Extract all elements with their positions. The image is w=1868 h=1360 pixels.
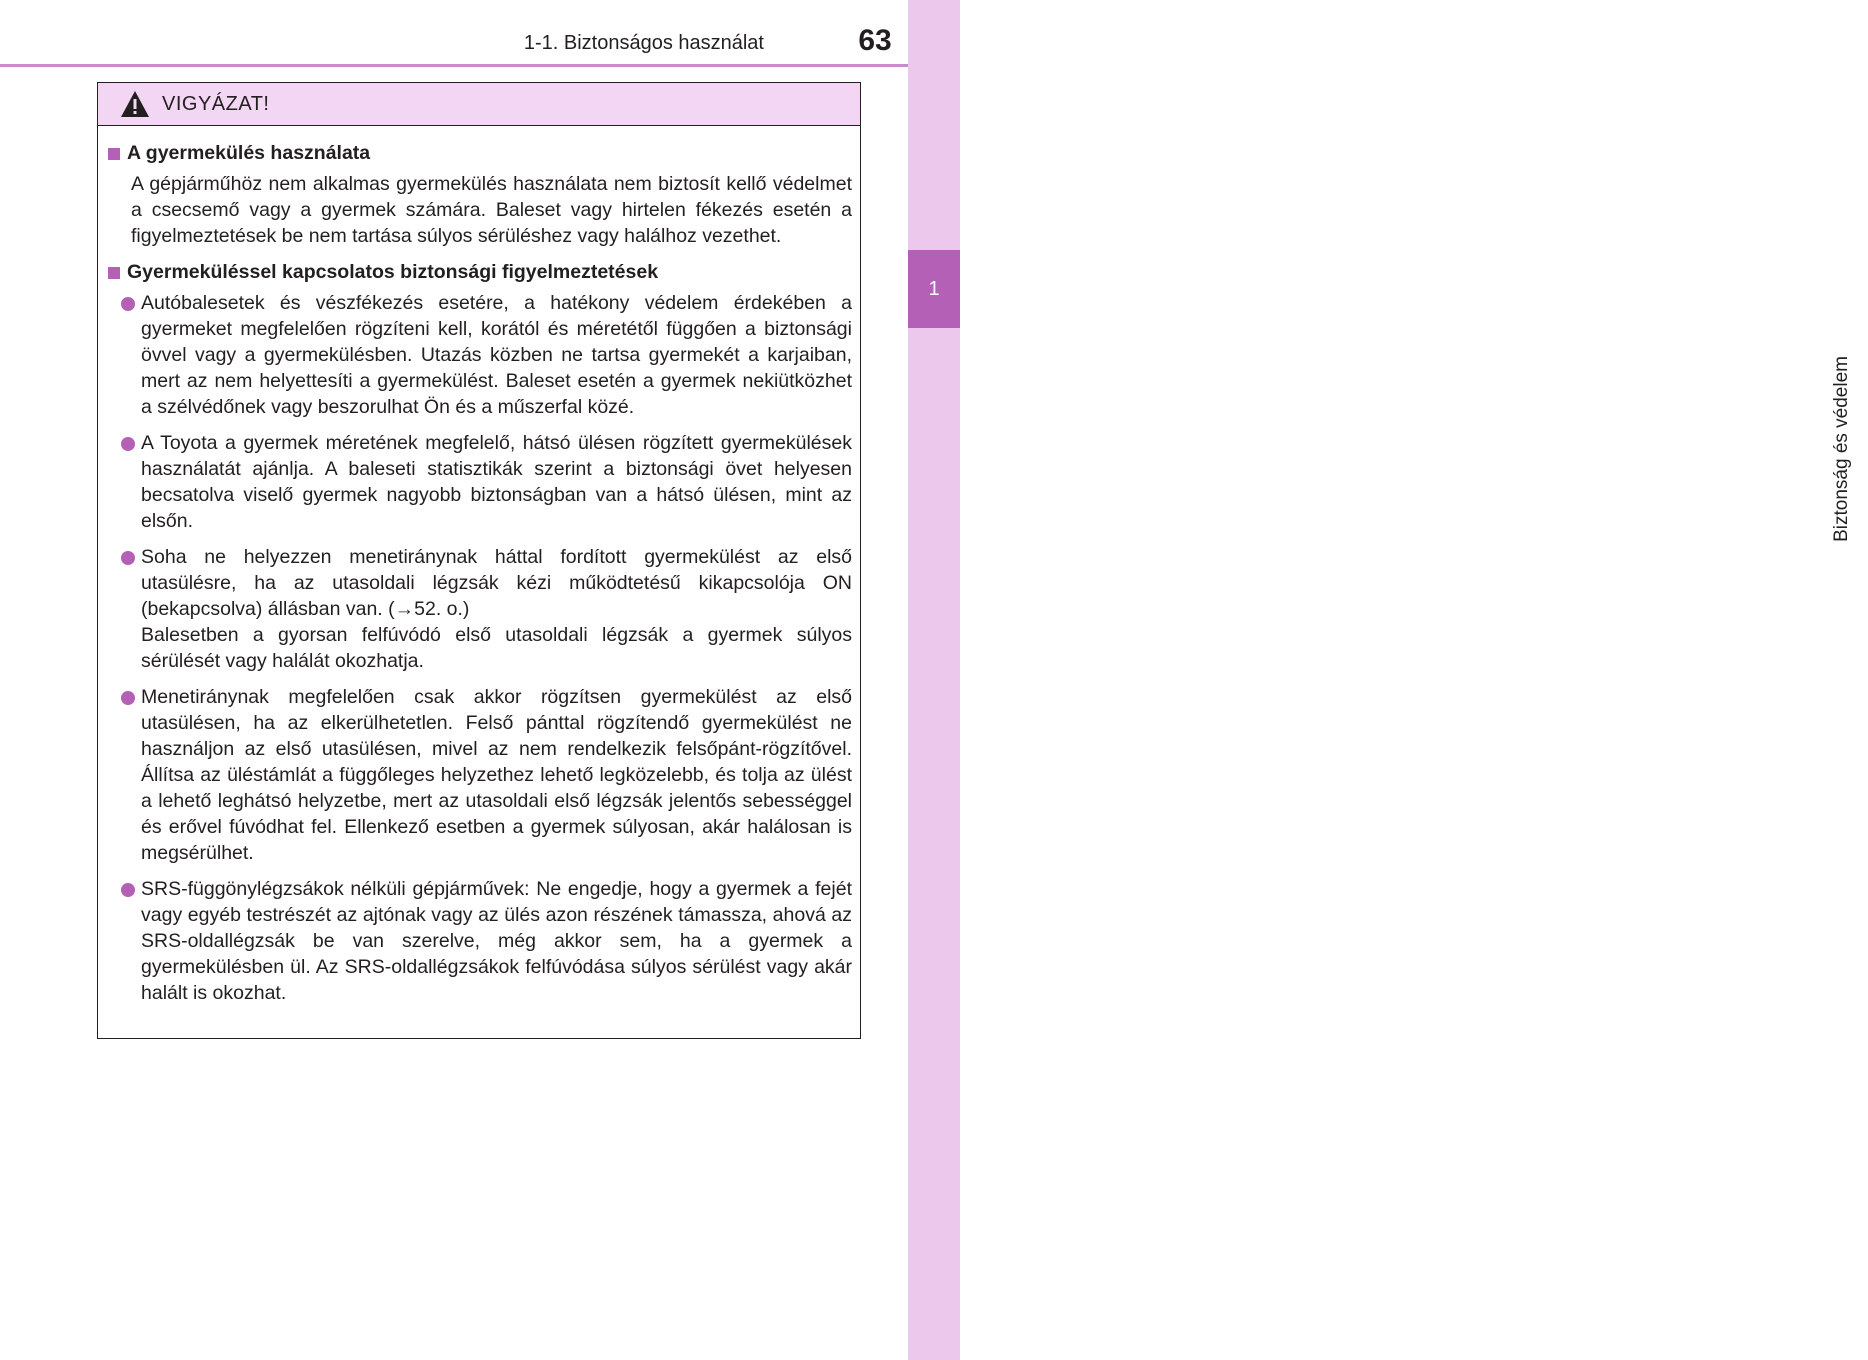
section-child-seat-warnings <box>108 259 852 1006</box>
round-bullet-icon <box>121 883 135 897</box>
list-item <box>108 684 852 866</box>
bullet-text <box>141 684 852 866</box>
bullet-text <box>141 544 852 674</box>
section-child-seat-use <box>108 140 852 249</box>
bullet-paragraph: A Toyota a gyermek méretének megfelelő, hátsó ülésen rögzített gyermekülések használatát ajánlja. A baleseti statisztikák szerint a biztonsági övet helyesen becsatolva viselő gyermek nagyobb biztonságban van a hátsó ülésen, mint az elsőn. <box>141 432 852 532</box>
bullet-paragraph: Autóbalesetek és vészfékezés esetére, a hatékony védelem érdekében a gyermeket megfelelően rögzíteni kell, korától és méretétől függően a biztonsági övvel vagy a gyermekülésben. Utazás közben ne tartsa gyermekét a karjaiban, mert az nem helyettesíti a gyermekülést. Baleset esetén a gyermek nekiütközhet a szélvédőnek vagy beszorulhat Ön és a műszerfal közé. <box>141 292 852 418</box>
section-heading <box>108 259 852 286</box>
section-heading-text: A gyermekülés használata <box>127 142 371 164</box>
page-number: 63 <box>858 24 892 57</box>
section-heading-text: Gyermeküléssel kapcsolatos biztonsági figyelmeztetések <box>127 261 659 283</box>
bullet-paragraph: Balesetben a gyorsan felfúvódó első utasoldali légzsák a gyermek súlyos sérülését vagy halálát okozhatja. <box>141 624 852 672</box>
bullet-paragraph: Soha ne helyezzen menetiránynak háttal fordított gyermekülést az első utasülésre, ha az utasoldali légzsák kézi működtetésű kikapcsolója ON (bekapcsolva) állásban van. (→52. o.) <box>141 546 852 620</box>
caution-body <box>98 126 860 1006</box>
bullet-text <box>141 876 852 1006</box>
bullet-text <box>141 430 852 534</box>
chapter-title <box>1816 334 1868 564</box>
list-item <box>108 290 852 420</box>
chapter-title-text: Biztonság és védelem <box>1831 356 1852 542</box>
caution-box <box>97 82 861 1039</box>
square-bullet-icon <box>108 148 120 160</box>
caution-title: VIGYÁZAT! <box>162 92 270 115</box>
list-item <box>108 430 852 534</box>
round-bullet-icon <box>121 551 135 565</box>
header-rule <box>0 64 908 67</box>
round-bullet-icon <box>121 437 135 451</box>
caution-header <box>98 83 860 126</box>
chapter-number: 1 <box>908 250 960 328</box>
chapter-side-tab <box>908 0 1852 1360</box>
list-item <box>108 876 852 1006</box>
square-bullet-icon <box>108 267 120 279</box>
round-bullet-icon <box>121 297 135 311</box>
warning-triangle-icon <box>120 90 150 118</box>
warning-bullet-list <box>108 290 852 1006</box>
header-section-title: 1-1. Biztonságos használat <box>523 32 764 54</box>
list-item <box>108 544 852 674</box>
section-heading <box>108 140 852 167</box>
bullet-paragraph: SRS-függönylégzsákok nélküli gépjárművek: Ne engedje, hogy a gyermek a fejét vagy egyéb testrészét az ajtónak vagy az ülés azon részének támassza, ahová az SRS-oldallégzsák be van szerelve, még akkor sem, ha a gyermek a gyermekülésben ül. Az SRS-oldallégzsákok felfúvódása súlyos sérülést vagy akár halált is okozhat. <box>141 878 852 1004</box>
bullet-paragraph: Menetiránynak megfelelően csak akkor rögzítsen gyermekülést az első utasülésen, ha az elkerülhetetlen. Felső pánttal rögzítendő gyermekülést ne használjon az első utasülésen, mivel az nem rendelkezik felsőpánt-rögzítővel. Állítsa az üléstámlát a függőleges helyzethez lehető legközelebb, és tolja az ülést a lehető leghátsó helyzetbe, mert az utasoldali első légzsák jelentős sebességgel és erővel fúvódhat fel. Ellenkező esetben a gyermek súlyosan, akár halálosan is megsérülhet. <box>141 686 852 864</box>
section-paragraph: A gépjárműhöz nem alkalmas gyermekülés használata nem biztosít kellő védelmet a csecsemő vagy a gyermek számára. Baleset vagy hirtelen fékezés esetén a figyelmeztetések be nem tartása súlyos sérüléshez vagy halálhoz vezethet. <box>131 173 852 247</box>
round-bullet-icon <box>121 691 135 705</box>
bullet-text <box>141 290 852 420</box>
